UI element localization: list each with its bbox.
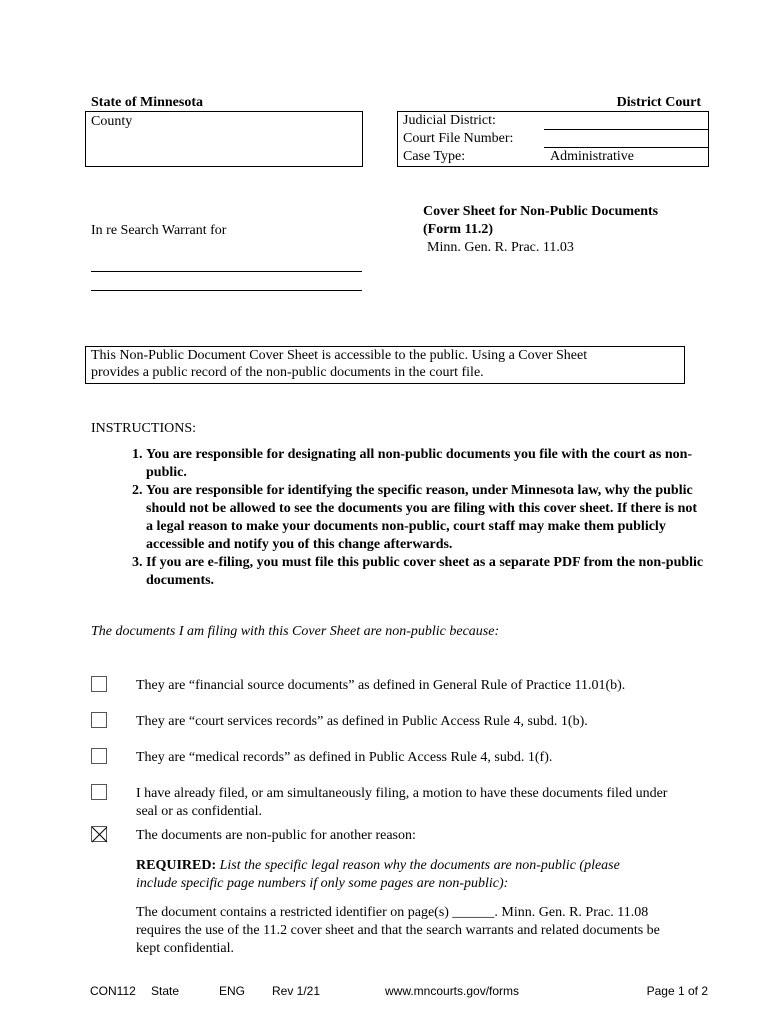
- required-text: List the specific legal reason why the documents are non-public (please include specific page numbers if only some pages are non-public):: [136, 858, 620, 891]
- required-block: [136, 857, 656, 893]
- required-label: REQUIRED:: [136, 858, 217, 873]
- option-financial-source: They are “financial source documents” as defined in General Rule of Practice 11.01(b).: [136, 678, 626, 693]
- instructions-list: [120, 446, 706, 590]
- footer-page-number: Page 1 of 2: [646, 984, 708, 998]
- checkbox-motion-filed[interactable]: [91, 784, 107, 800]
- notice-line-2: provides a public record of the non-public documents in the court file.: [91, 365, 484, 380]
- county-label: County: [91, 114, 133, 129]
- case-type-label: Case Type:: [403, 149, 466, 164]
- checkbox-medical-records[interactable]: [91, 748, 107, 764]
- option-motion-filed: I have already filed, or am simultaneously filing, a motion to have these documents filed under seal or as confidential.: [136, 786, 668, 819]
- form-title: Cover Sheet for Non-Public Documents: [423, 204, 659, 219]
- option-other-reason: The documents are non-public for another reason:: [136, 828, 416, 843]
- public-notice-box: [85, 346, 685, 384]
- checkbox-financial-source[interactable]: [91, 676, 107, 692]
- reason-text[interactable]: The document contains a restricted identifier on page(s) ______. Minn. Gen. R. Prac. 11.08 requires the use of the 11.2 cover sheet and that the search warrants and related documents be kept confidential.: [136, 905, 660, 956]
- footer-category: State: [151, 984, 180, 998]
- footer-url[interactable]: www.mncourts.gov/forms: [385, 984, 520, 998]
- option-medical-records: They are “medical records” as defined in Public Access Rule 4, subd. 1(f).: [136, 750, 553, 765]
- footer-form-code: CON112: [90, 984, 136, 998]
- instruction-item: 3. If you are e-filing, you must file this public cover sheet as a separate PDF from the non-public documents.: [146, 554, 706, 590]
- county-box: [85, 111, 363, 167]
- instruction-item: 2. You are responsible for identifying the specific reason, under Minnesota law, why the public should not be allowed to see the documents you are filing with this cover sheet. If there is not a legal reason to make your documents non-public, court staff may make them publicly accessible and notify you of this change afterwards.: [146, 482, 706, 554]
- court-file-number-label: Court File Number:: [403, 131, 514, 146]
- footer-language: ENG: [219, 984, 246, 998]
- judicial-district-field[interactable]: [544, 129, 708, 130]
- caption-line-2[interactable]: [91, 290, 362, 291]
- footer-revision: Rev 1/21: [272, 984, 321, 998]
- in-re-label: In re Search Warrant for: [91, 223, 227, 238]
- checked-x-icon: [92, 827, 108, 843]
- checkbox-other-reason[interactable]: [91, 826, 107, 842]
- caption-line-1[interactable]: [91, 271, 362, 272]
- judicial-district-label: Judicial District:: [403, 113, 496, 128]
- notice-line-1: This Non-Public Document Cover Sheet is accessible to the public. Using a Cover Sheet: [91, 348, 588, 363]
- instruction-item: 1. You are responsible for designating all non-public documents you file with the court as non-public.: [146, 446, 706, 482]
- court-file-number-field[interactable]: [544, 147, 708, 148]
- court-label: District Court: [616, 95, 701, 110]
- state-label: State of Minnesota: [91, 95, 203, 110]
- checkbox-court-services[interactable]: [91, 712, 107, 728]
- case-type-value: Administrative: [550, 149, 634, 164]
- form-number: (Form 11.2): [423, 222, 493, 237]
- reasons-intro: The documents I am filing with this Cover Sheet are non-public because:: [91, 624, 500, 639]
- form-rule: Minn. Gen. R. Prac. 11.03: [427, 240, 574, 255]
- instructions-heading: INSTRUCTIONS:: [91, 421, 197, 436]
- option-court-services: They are “court services records” as defined in Public Access Rule 4, subd. 1(b).: [136, 714, 588, 729]
- case-info-box: [397, 111, 709, 167]
